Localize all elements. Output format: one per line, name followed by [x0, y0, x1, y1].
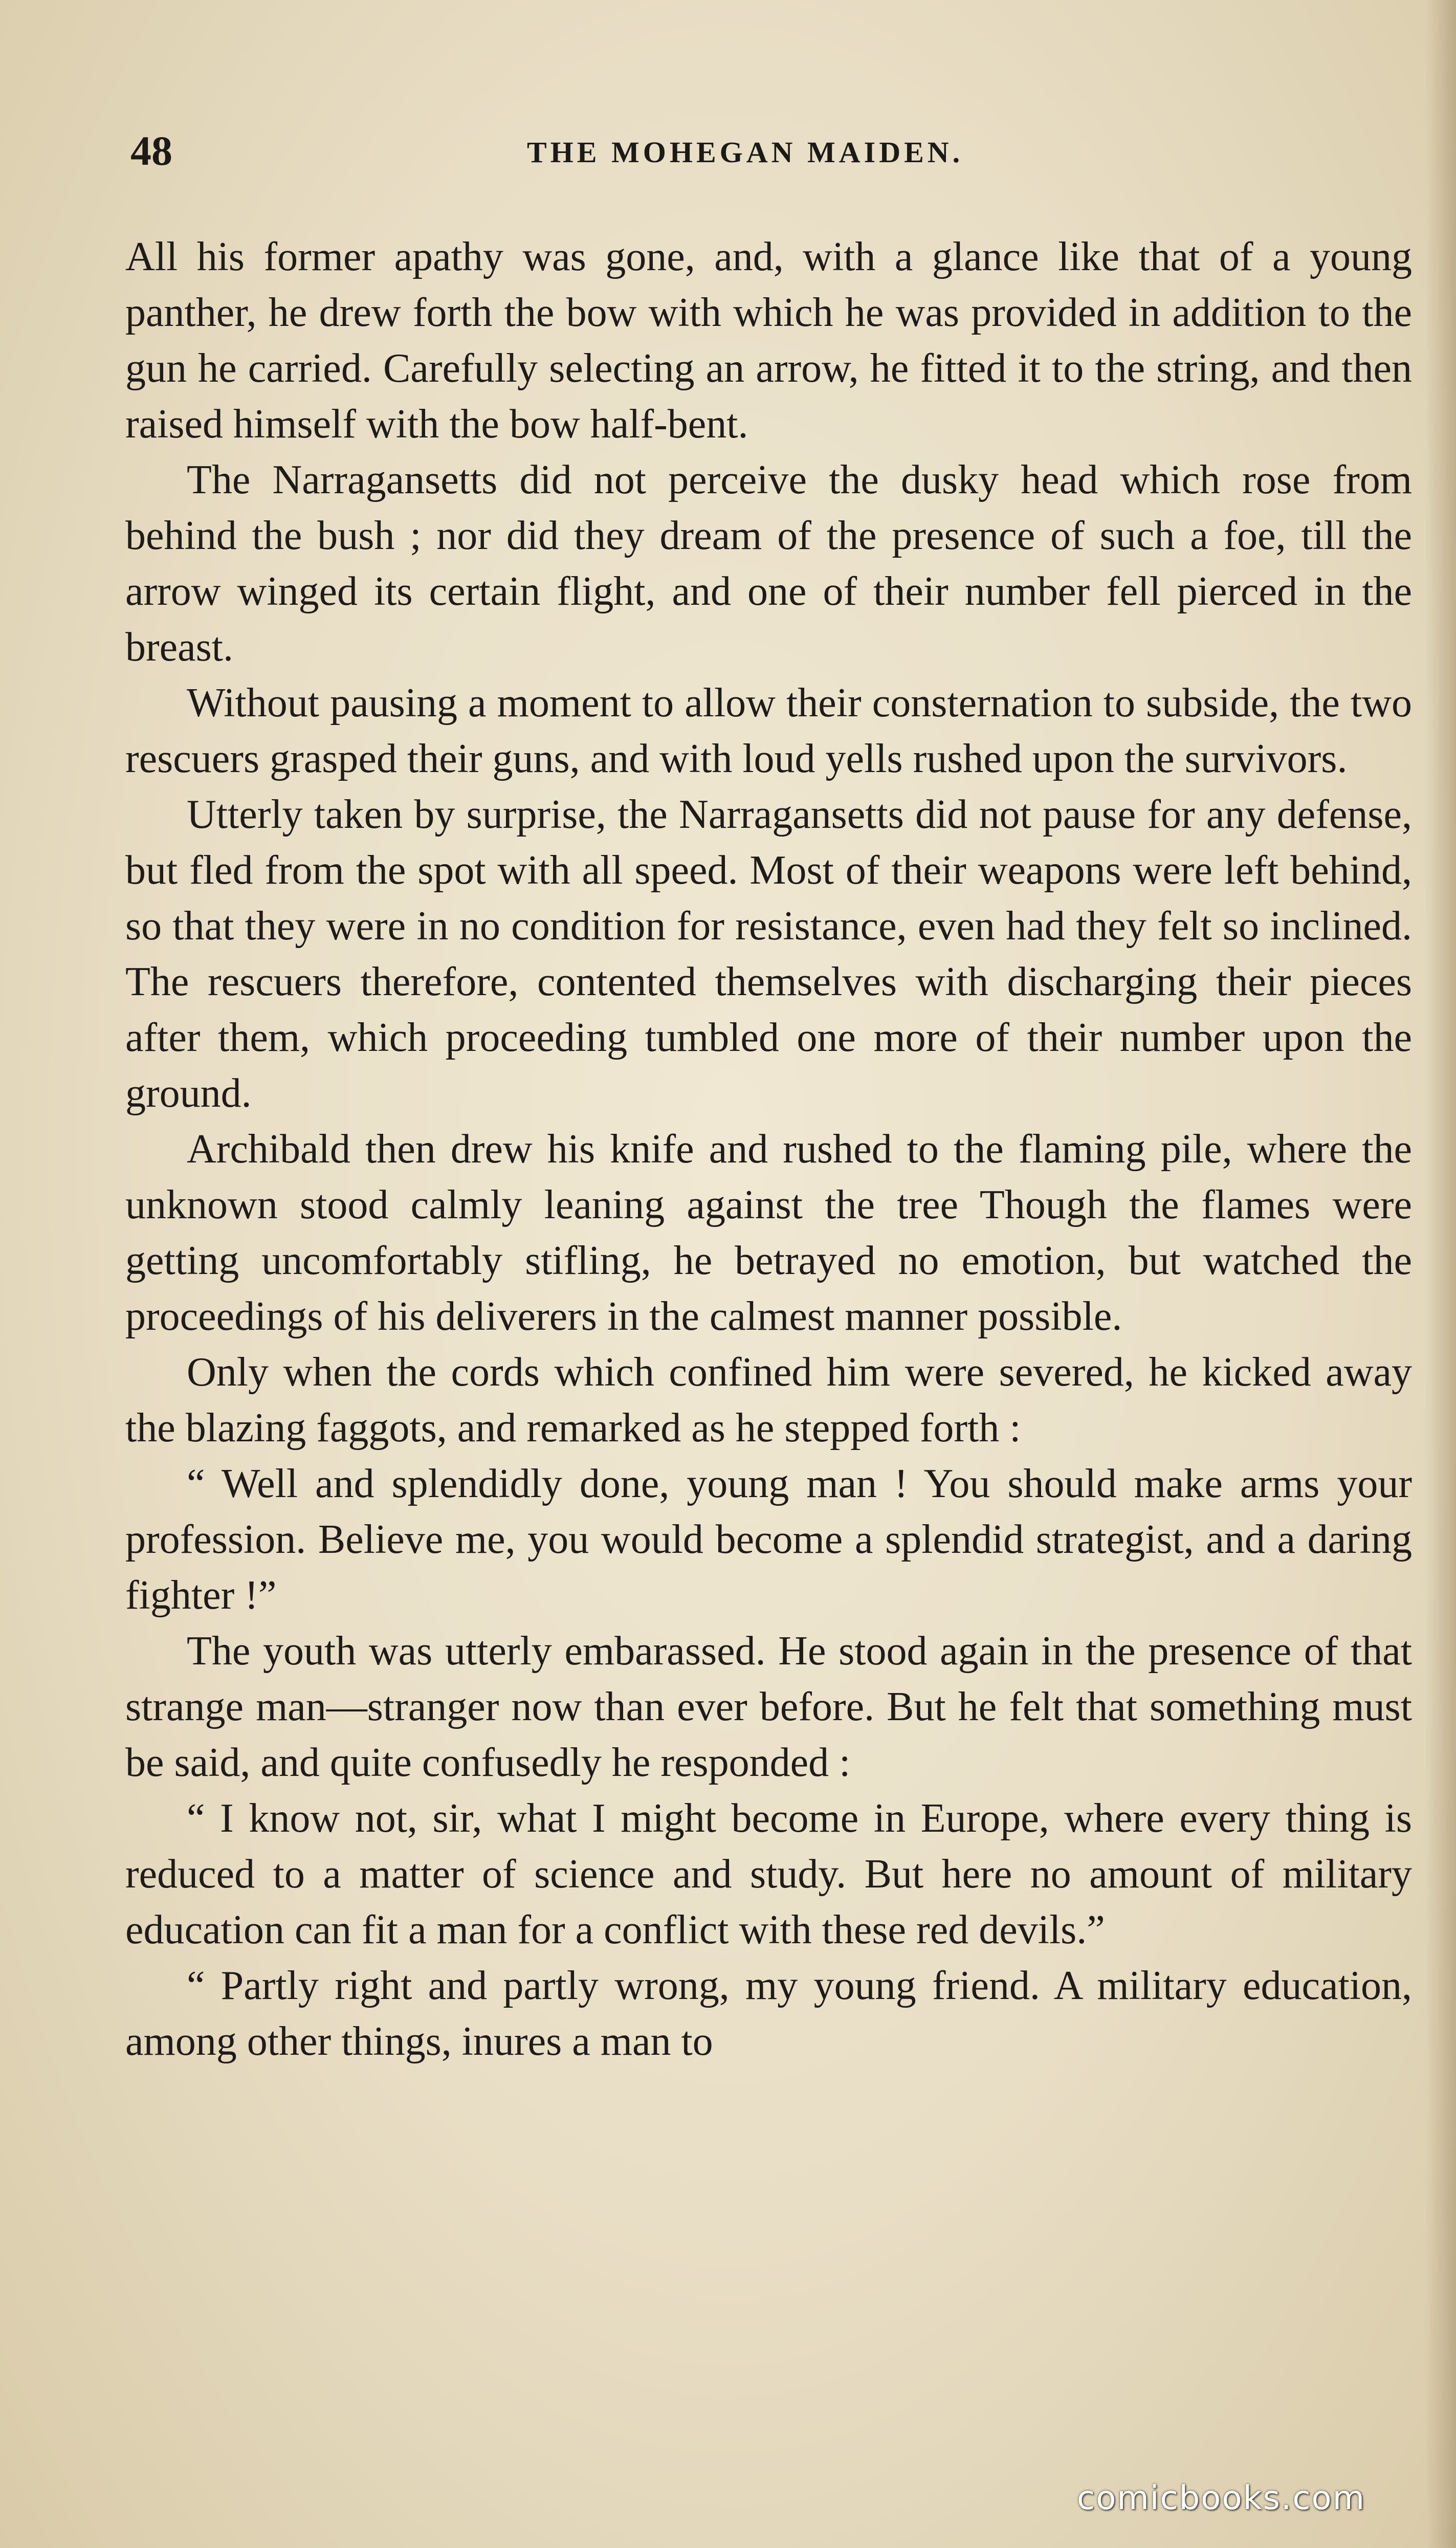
paragraph: Utterly taken by surprise, the Narragansetts did not pause for any defense, but fled from the spot with all speed. Most of their weapons were left behind, so that they were in no condition for resistance, even had they felt so inclined. The rescuers therefore, contented themselves with discharging their pieces after them, which proceeding tumbled one more of their number upon the ground. — [125, 792, 1412, 1116]
running-title: THE MOHEGAN MAIDEN. — [527, 136, 964, 169]
page-edge-shadow — [1425, 0, 1456, 2548]
paragraph: Without pausing a moment to allow their consternation to subside, the two rescuers grasped their guns, and with loud yells rushed upon the survivors. — [125, 680, 1412, 781]
site-watermark: comicbooks.com — [1077, 2479, 1366, 2517]
paragraph: “ Well and splendidly done, young man ! You should make arms your profession. Believe me, you would become a splendid strategist, and a daring fighter !” — [125, 1461, 1412, 1618]
paragraph: “ Partly right and partly wrong, my young friend. A military education, among other things, inures a man to — [125, 1963, 1412, 2064]
paragraph: The Narragansetts did not perceive the dusky head which rose from behind the bush ; nor did they dream of the presence of such a foe, till the arrow winged its certain flight, and one of their number fell pierced in the breast. — [125, 457, 1412, 670]
paragraph: All his former apathy was gone, and, with a glance like that of a young panther, he drew forth the bow with which he was provided in addition to the gun he carried. Carefully selecting an arrow, he fitted it to the string, and then raised himself with the bow half-bent. — [125, 234, 1412, 447]
running-head — [130, 128, 1409, 174]
paragraph: “ I know not, sir, what I might become in Europe, where every thing is reduced to a matter of science and study. But here no amount of military education can fit a man for a conflict with these red devils.” — [125, 1796, 1412, 1952]
paragraph: The youth was utterly embarassed. He stood again in the presence of that strange man—stranger now than ever before. But he felt that something must be said, and quite confusedly he responded : — [125, 1629, 1412, 1785]
body-text — [125, 229, 1412, 2070]
paragraph: Archibald then drew his knife and rushed to the flaming pile, where the unknown stood calmly leaning against the tree Though the flames were getting uncomfortably stifling, he betrayed no emotion, but watched the proceedings of his deliverers in the calmest manner possible. — [125, 1127, 1412, 1339]
page-number: 48 — [130, 127, 172, 174]
paragraph: Only when the cords which confined him were severed, he kicked away the blazing faggots, and remarked as he stepped forth : — [125, 1350, 1412, 1451]
